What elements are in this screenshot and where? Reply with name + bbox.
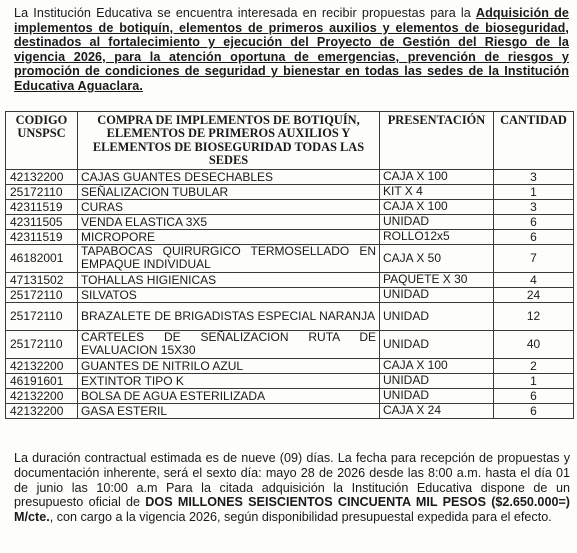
table-row: [6, 302, 574, 330]
presentation-cell: UNIDAD: [380, 214, 494, 229]
code-cell: 25172110: [6, 302, 78, 330]
table-body: [6, 169, 574, 418]
code-cell: 42132200: [6, 358, 78, 373]
table-row: [6, 287, 574, 302]
code-cell: 42311519: [6, 199, 78, 214]
table-row: [6, 330, 574, 358]
description-cell: EXTINTOR TIPO K: [78, 373, 380, 388]
table-row: [6, 373, 574, 388]
quantity-cell: 4: [494, 272, 574, 287]
description-cell: BOLSA DE AGUA ESTERILIZADA: [78, 388, 380, 403]
quantity-cell: 6: [494, 229, 574, 244]
table-row: [6, 214, 574, 229]
description-cell: GASA ESTERIL: [78, 403, 380, 418]
presentation-cell: UNIDAD: [380, 373, 494, 388]
presentation-cell: PAQUETE X 30: [380, 272, 494, 287]
description-cell: VENDA ELASTICA 3X5: [78, 214, 380, 229]
table-row: [6, 403, 574, 418]
quantity-cell: 1: [494, 373, 574, 388]
presentation-cell: UNIDAD: [380, 388, 494, 403]
presentation-cell: CAJA X 100: [380, 169, 494, 184]
quantity-cell: 24: [494, 287, 574, 302]
table-row: [6, 199, 574, 214]
description-cell: CAJAS GUANTES DESECHABLES: [78, 169, 380, 184]
presentation-cell: UNIDAD: [380, 287, 494, 302]
code-cell: 25172110: [6, 330, 78, 358]
code-cell: 42132200: [6, 388, 78, 403]
description-cell: TAPABOCAS QUIRURGICO TERMOSELLADO EN EMPAQUE INDIVIDUAL: [78, 244, 380, 272]
presentation-cell: UNIDAD: [380, 330, 494, 358]
presentation-cell: KIT X 4: [380, 184, 494, 199]
table-row: [6, 169, 574, 184]
table-row: [6, 184, 574, 199]
table-row: [6, 388, 574, 403]
code-cell: 42311519: [6, 229, 78, 244]
quantity-cell: 6: [494, 388, 574, 403]
header-quantity: CANTIDAD: [494, 112, 574, 170]
code-cell: 46182001: [6, 244, 78, 272]
table-row: [6, 272, 574, 287]
quantity-cell: 3: [494, 169, 574, 184]
description-cell: BRAZALETE DE BRIGADISTAS ESPECIAL NARANJA: [78, 302, 380, 330]
closing-text-1: La duración contractual estimada es de nueve (09) días. La fecha para recepción de propuestas y documentación inherente, será el sexto día: mayo 28 de 2026 desde las 8:00 a.m. hasta el día 01 de junio las 10:00 a.m Para la citada adquisición la Institución Educativa dispone de un presupuesto oficial de: [14, 451, 570, 510]
description-cell: CURAS: [78, 199, 380, 214]
quantity-cell: 6: [494, 214, 574, 229]
presentation-cell: ROLLO12x5: [380, 229, 494, 244]
table-header-row: [6, 112, 574, 170]
quantity-cell: 40: [494, 330, 574, 358]
items-table: [5, 111, 574, 419]
quantity-cell: 2: [494, 358, 574, 373]
description-cell: MICROPORE: [78, 229, 380, 244]
intro-underlined-subject: Adquisición de implementos de botiquín, elementos de primeros auxilios y elementos de bioseguridad, destinados al fortalecimiento y ejecución del Proyecto de Gestión del Riesgo de la vigencia 2026, para la atención oportuna de emergencias, prevención de riesgos y promoción de condiciones de seguridad y bienestar en todas las sedes de la Institución Educativa Aguaclara.: [14, 6, 569, 93]
quantity-cell: 6: [494, 403, 574, 418]
closing-text-2: , con cargo a la vigencia 2026, según disponibilidad presupuestal expedida para el efecto.: [49, 510, 552, 525]
presentation-cell: CAJA X 24: [380, 403, 494, 418]
description-cell: CARTELES DE SEÑALIZACION RUTA DE EVALUACION 15X30: [78, 330, 380, 358]
table-row: [6, 358, 574, 373]
quantity-cell: 7: [494, 244, 574, 272]
presentation-cell: CAJA X 50: [380, 244, 494, 272]
presentation-cell: UNIDAD: [380, 302, 494, 330]
description-cell: TOHALLAS HIGIENICAS: [78, 272, 380, 287]
header-presentation: PRESENTACIÓN: [380, 112, 494, 170]
code-cell: 25172110: [6, 184, 78, 199]
budget-amount: DOS MILLONES SEISCIENTOS CINCUENTA MIL PESOS ($2.650.000=) M/cte.: [14, 495, 570, 525]
description-cell: GUANTES DE NITRILO AZUL: [78, 358, 380, 373]
code-cell: 42132200: [6, 169, 78, 184]
quantity-cell: 12: [494, 302, 574, 330]
quantity-cell: 1: [494, 184, 574, 199]
header-description: COMPRA DE IMPLEMENTOS DE BOTIQUÍN, ELEMENTOS DE PRIMEROS AUXILIOS Y ELEMENTOS DE BIOSEGURIDAD TODAS LAS SEDES: [78, 112, 380, 170]
table-row: [6, 244, 574, 272]
presentation-cell: CAJA X 100: [380, 358, 494, 373]
code-cell: 25172110: [6, 287, 78, 302]
closing-paragraph: [14, 451, 570, 525]
quantity-cell: 3: [494, 199, 574, 214]
code-cell: 47131502: [6, 272, 78, 287]
code-cell: 46191601: [6, 373, 78, 388]
presentation-cell: CAJA X 100: [380, 199, 494, 214]
table-row: [6, 229, 574, 244]
code-cell: 42132200: [6, 403, 78, 418]
intro-paragraph: [14, 6, 569, 94]
description-cell: SILVATOS: [78, 287, 380, 302]
description-cell: SEÑALIZACION TUBULAR: [78, 184, 380, 199]
intro-lead: La Institución Educativa se encuentra interesada en recibir propuestas para la: [14, 6, 471, 20]
code-cell: 42311505: [6, 214, 78, 229]
header-code: CODIGO UNSPSC: [6, 112, 78, 170]
